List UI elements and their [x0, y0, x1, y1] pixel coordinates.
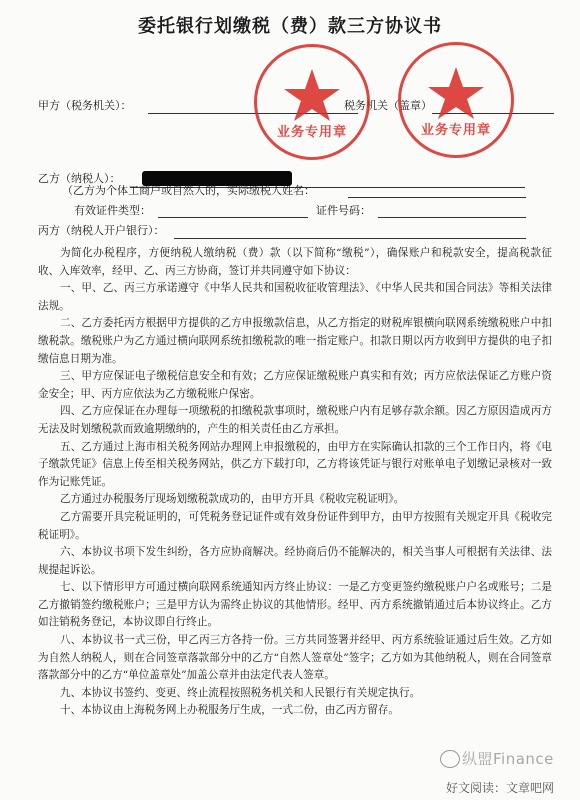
agreement-body — [38, 245, 552, 720]
party-c-underline — [174, 238, 526, 239]
party-b-note-underline — [348, 197, 526, 198]
paragraph-8: 八、本协议书一式三份，甲乙丙三方各持一份。三方共同签署并经甲、丙方系统验证通过后生效。乙方如为自然人纳税人，则在合同签章落款部分中的乙方“自然人签章处”签字；乙方如为其他纳税人，则在合同签章落款部分中的乙方“单位盖章处”加盖公章并由法定代表人签章。 — [38, 634, 552, 682]
paragraph-9: 九、本协议书签约、变更、终止流程按照税务机关和人民银行有关规定执行。 — [60, 686, 421, 699]
paragraph-intro: 为简化办税程序，方便纳税人缴纳税（费）款（以下简称“缴税”），确保账户和税款安全，提高税款征收、入库效率，经甲、乙、丙三方协商，签订并共同遵守如下协议： — [38, 247, 552, 277]
paragraph-6: 六、本协议书项下发生纠纷，各方应协商解决。经协商后仍不能解决的，相关当事人可根据有关法律、法规提起诉讼。 — [38, 546, 552, 576]
seal-center-text: 业务专用章 — [420, 123, 491, 138]
paragraph-5: 五、乙方通过上海市相关税务网站办理网上申报缴税的，由甲方在实际确认扣款的三个工作日内，将《电子缴款凭证》信息上传至相关税务网站，供乙方下载打印，乙方将该凭证与银行对账单电子划缴记录核对一致作为记账凭证。 — [38, 440, 552, 488]
local-tax-seal — [398, 42, 514, 158]
id-type-label: 有效证件类型： — [74, 204, 151, 217]
party-c-label: 丙方（纳税人开户银行）： — [38, 224, 165, 237]
national-tax-seal — [254, 44, 370, 160]
party-a-seal-label: 税务机关（盖章） — [344, 99, 432, 112]
paragraph-4: 四、乙方应保证在办理每一项缴税的扣缴税款事项时，缴税账户内有足够存款余额。因乙方原因造成丙方无法及时划缴税款而致逾期缴纳的，产生的相关责任由乙方承担。 — [38, 405, 552, 435]
id-number-label: 证件号码： — [316, 204, 371, 217]
paragraph-5-b: 乙方需要开具完税证明的，可凭税务登记证件或有效身份证件到甲方，由甲方按照有关规定开具《税收完税证明》。 — [38, 510, 552, 541]
paragraph-2: 二、乙方委托丙方根据甲方提供的乙方申报缴款信息，从乙方指定的财税库银横向联网系统缴税账户中扣缴税款。缴税账户为乙方通过横向联网系统扣缴税款的唯一指定账户。扣款日期以丙方收到甲方提供的电子扣缴信息日期为准。 — [38, 317, 552, 365]
paragraph-3: 三、甲方应保证电子缴税信息安全和有效；乙方应保证缴税账户真实和有效；丙方应依法保证乙方账户资金安全；甲、丙方应依法为乙方缴税账户保密。 — [38, 370, 552, 400]
paragraph-1: 一、甲、乙、丙三方承诺遵守《中华人民共和国税收征收管理法》、《中华人民共和国合同法》等相关法律法规。 — [38, 282, 552, 312]
paragraph-5-a: 乙方通过办税服务厅现场划缴税款成功的，由甲方开具《税收完税证明》。 — [60, 493, 405, 506]
party-b-note: （乙方为个体工商户或自然人的，实际缴税人姓名： — [62, 184, 315, 197]
seal-star-icon — [401, 45, 511, 155]
seal-star-icon — [257, 47, 367, 157]
party-b-label: 乙方（纳税人）： — [38, 172, 121, 185]
seal-center-text: 业务专用章 — [276, 125, 347, 140]
paragraph-7: 七、以下情形甲方可通过横向联网系统通知丙方终止协议：一是乙方变更签约缴税账户户名或账号；二是乙方撤销签约缴税账户；三是甲方认为需终止协议的其他情形。经甲、丙方系统撤销通过后本协议终止。乙方如注销税务登记，本协议即自行终止。 — [38, 581, 552, 629]
watermark-footer: 好文阅读：文章吧网 — [446, 781, 555, 795]
paragraph-10: 十、本协议由上海税务网上办税服务厅生成，一式二份，由乙丙方留存。 — [60, 704, 399, 717]
id-type-underline — [158, 217, 308, 218]
chat-bubble-icon — [440, 750, 460, 768]
id-number-underline — [378, 217, 526, 218]
party-a-label: 甲方（税务机关）： — [38, 99, 132, 112]
watermark-brand: 纵盟Finance — [462, 750, 554, 768]
document-title: 委托银行划缴税（费）款三方协议书 — [138, 16, 442, 37]
